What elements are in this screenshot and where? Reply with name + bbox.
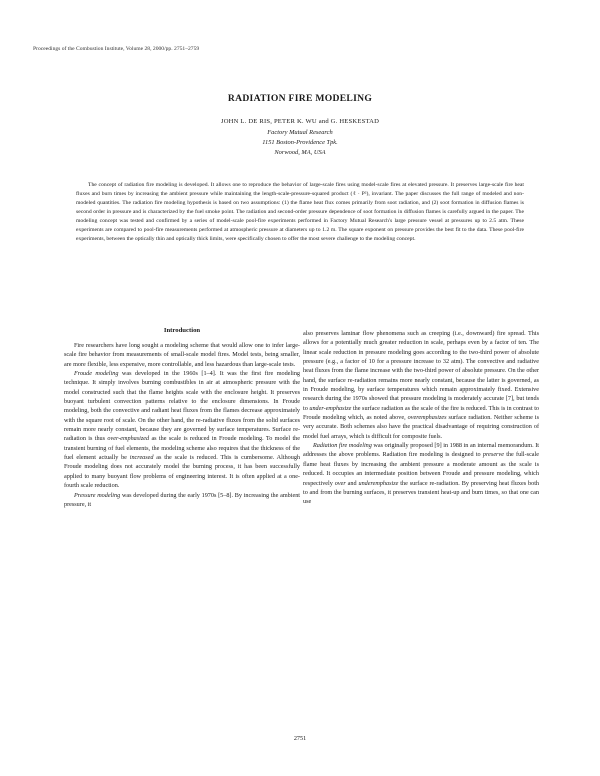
- right-paragraph-1: [303, 329, 539, 441]
- term-overemphasizes: overemphasizes: [407, 414, 447, 422]
- term-under-emphasize: under-emphasize: [309, 404, 352, 412]
- affiliation-street: 1151 Boston-Providence Tpk.: [262, 139, 338, 146]
- author-list: JOHN L. DE RIS, PETER K. WU and G. HESKESTAD: [220, 118, 380, 125]
- abstract: [76, 181, 524, 244]
- right-p2-text-c: the surface re-radiation. By preserving heat fluxes both to and from the burning surfaces, it preserves transient heat-up and burn times, so that one can use: [303, 479, 540, 506]
- intro-paragraph-3: [64, 491, 300, 510]
- right-p1-text-c: surface radiation. Neither scheme is very accurate. Both schemes also have the practical disadvantage of requiring construction of model fuel arrays, which is difficult for composite fuels.: [303, 414, 539, 440]
- intro-p2-text-c: as the scale is reduced. This is cumbersome. Although Froude modeling does not accurately model the burning process, it has been successfully applied to many buoyant flow problems of engineering interest. It is often applied at a one-fourth scale reduction.: [64, 454, 301, 490]
- section-heading-introduction: Introduction: [163, 327, 201, 334]
- term-radiation-fire-modeling: Radiation fire modeling: [313, 442, 372, 450]
- abstract-text: The concept of radiation fire modeling is developed. It allows one to reproduce the behavior of large-scale fires using model-scale fires at elevated pressure. It preserves large-scale fire heat fluxes and burn times by increasing the ambient pressure while maintaining the length-scale-pressure-squared product (ℓ · P²), invariant. The paper discusses the full range of modeled and non-modeled quantities. The radiation fire modeling hypothesis is based on two assumptions: (1) the flame heat flux comes primarily from soot radiation, and (2) soot formation in diffusion flames is second order in pressure and is characterized by the fuel smoke point. The radiation and second-order pressure dependence of soot formation in diffusion flames is carefully argued in the paper. The modeling concept was tested and confirmed by a series of model-scale pool-fire experiments performed in Factory Mutual Research's large pressure vessel at pressures up to 2.5 atm. These experiments are compared to pool-fire measurements performed at atmospheric pressure at diameters up to 1.2 m. The square exponent on pressure provides the best fit to the data. These pool-fire experiments, between the optically thin and optically thick limits, were specifically chosen to offer the most severe challenge to the modeling concept.: [76, 182, 524, 243]
- term-overemphasized: over-emphasized: [107, 435, 150, 443]
- right-p2-and: and: [345, 479, 359, 487]
- right-p1-text-a: also preserves laminar flow phenomena such as creeping (i.e., downward) fire spread. This allows for a potentially much greater reduction in scale, perhaps even by a factor of ten. The linear scale reduction in pressure modeling goes according to the two-third power of absolute pressure (e.g., a factor of 10 for a pressure increase to 32 atm). The convective and radiative heat fluxes from the flame increase with the two-third power of absolute pressure. On the other hand, the surface re-radiation remains more nearly constant, because the latter is governed, as in Froude modeling, by surface temperatures which remain approximately fixed. Extensive research during the 1970s showed that pressure modeling is moderately accurate [7], but tends to: [303, 330, 539, 412]
- term-over: over: [334, 479, 346, 487]
- affiliation-city: Norwood, MA, USA: [274, 149, 326, 156]
- running-head: Proceedings of the Combustion Institute, Volume 28, 2000/pp. 2751–2759: [33, 46, 200, 52]
- affiliation-org: Factory Mutual Research: [267, 129, 333, 136]
- intro-p2-text-b: as the scale is reduced in Froude modeling. To model the transient burning of fuel elements, the modeling scheme also requires that the thickness of the fuel element actually be: [64, 435, 300, 462]
- term-preserve: preserve: [482, 451, 504, 459]
- left-column: [64, 324, 300, 509]
- right-column: [303, 329, 539, 507]
- intro-p2-text-a: was developed in the 1960s [1–4]. It was the first fire modeling technique. It simply involves burning combustibles in air at atmospheric pressure with the model constructed such that the flame heights scale with the enclosure height. It preserves buoyant turbulent convection patterns relative to the enclosure dimensions. In Froude modeling, both the convective and radiant heat fluxes from the flames decrease approximately with the square root of scale. On the other hand, the re-radiative fluxes from the solid surfaces remain more nearly constant, because they are governed by surface temperatures. Surface re-radiation is thus: [64, 370, 301, 443]
- right-p2-text-b: the full-scale flame heat fluxes by increasing the ambient pressure a moderate amount as the scale is reduced. It occupies an intermediate position between Froude and pressure modeling, which respectively: [303, 451, 540, 487]
- right-p1-text-b: the surface radiation as the scale of the fire is reduced. This is in contrast to Froude modeling which, as noted above,: [303, 404, 539, 422]
- term-increased: increased: [129, 454, 154, 462]
- intro-p3-text-a: was developed during the early 1970s [5–8]. By increasing the ambient pressure, it: [64, 491, 300, 508]
- intro-paragraph-2: [64, 369, 300, 490]
- paper-title: RADIATION FIRE MODELING: [227, 93, 373, 104]
- term-froude-modeling: Froude modeling: [74, 370, 119, 378]
- term-underemphasize: underemphasize: [358, 479, 399, 487]
- right-p2-text-a: was originally proposed [9] in 1988 in an internal memorandum. It addresses the above problems. Radiation fire modeling is designed to: [303, 442, 539, 459]
- term-pressure-modeling: Pressure modeling: [74, 491, 121, 499]
- intro-paragraph-1: Fire researchers have long sought a modeling scheme that would allow one to infer large-scale fire behavior from measurements of small-scale model fires. Model tests, being smaller, are more flexible, less expensive, more controllable, and less hazardous than large-scale tests.: [64, 342, 300, 368]
- right-paragraph-2: [303, 441, 539, 506]
- page-number: 2751: [293, 735, 307, 742]
